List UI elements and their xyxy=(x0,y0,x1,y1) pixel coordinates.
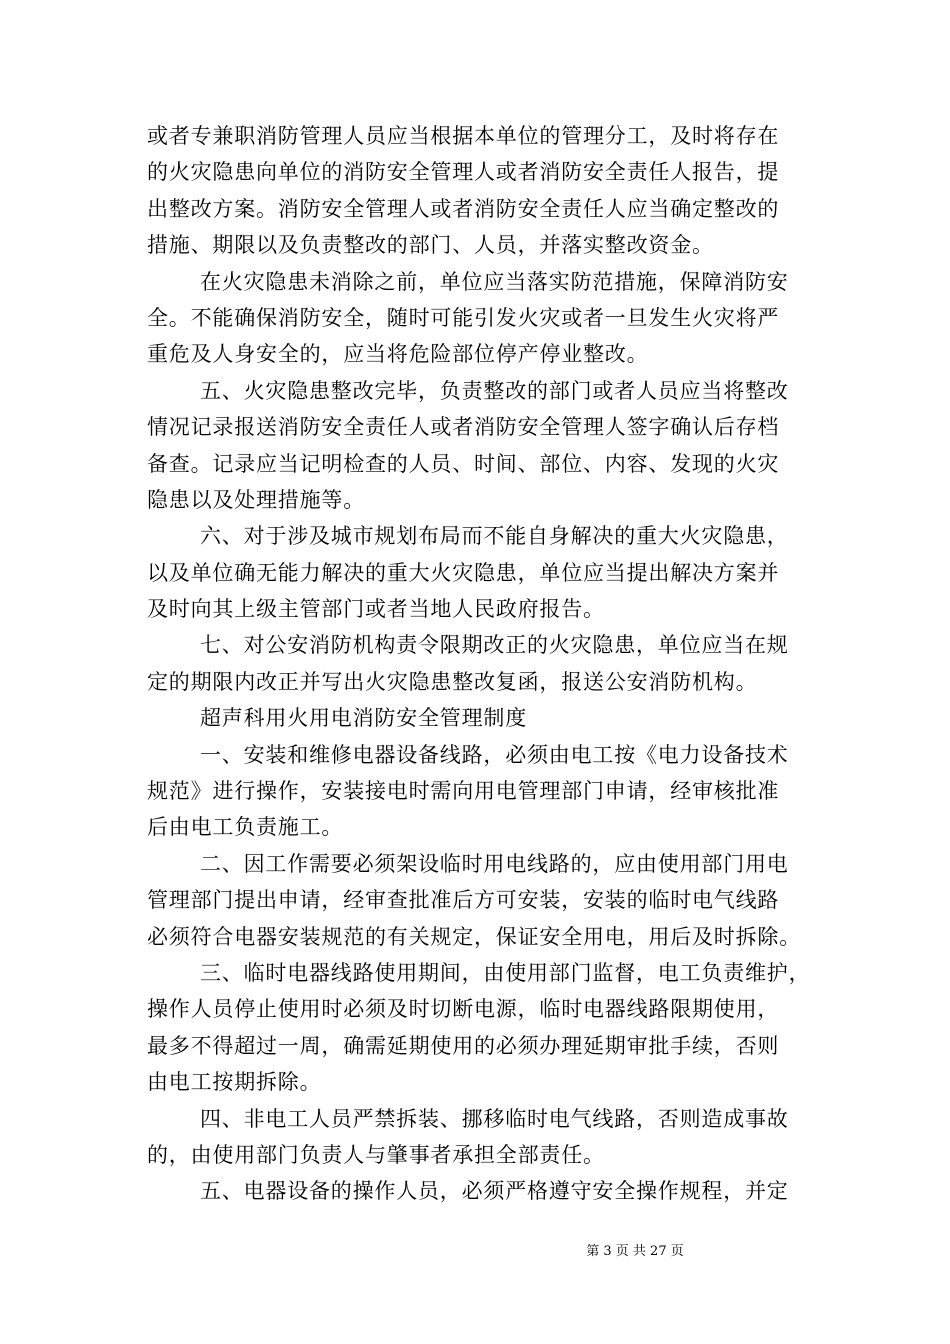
text-line: 管理部门提出申请，经审查批准后方可安装，安装的临时电气线路 xyxy=(147,888,780,913)
text-line: 定的期限内改正并写出火灾隐患整改复函，报送公安消防机构。 xyxy=(147,669,758,694)
text-line: 在火灾隐患未消除之前，单位应当落实防范措施，保障消防安 xyxy=(200,269,789,294)
text-line: 最多不得超过一周，确需延期使用的必须办理延期审批手续，否则 xyxy=(147,1033,780,1058)
text-line: 规范》进行操作，安装接电时需向用电管理部门申请，经审核批准 xyxy=(147,779,780,804)
text-line: 全。不能确保消防安全，随时可能引发火灾或者一旦发生火灾将严 xyxy=(147,305,780,330)
text-line: 二、因工作需要必须架设临时用电线路的，应由使用部门用电 xyxy=(200,851,789,876)
page-number: 第 3 页 共 27 页 xyxy=(586,1244,684,1259)
text-line: 四、非电工人员严禁拆装、挪移临时电气线路，否则造成事故 xyxy=(200,1106,789,1131)
text-line: 以及单位确无能力解决的重大火灾隐患，单位应当提出解决方案并 xyxy=(147,560,780,585)
text-line: 及时向其上级主管部门或者当地人民政府报告。 xyxy=(147,597,605,622)
text-line: 备查。记录应当记明检查的人员、时间、部位、内容、发现的火灾 xyxy=(147,451,780,476)
section-heading: 超声科用火用电消防安全管理制度 xyxy=(200,706,527,731)
text-line: 五、电器设备的操作人员，必须严格遵守安全操作规程，并定 xyxy=(200,1179,789,1204)
text-line: 后由电工负责施工。 xyxy=(147,815,344,840)
text-line: 的火灾隐患向单位的消防安全管理人或者消防安全责任人报告，提 xyxy=(147,160,780,185)
text-line: 七、对公安消防机构责令限期改正的火灾隐患，单位应当在规 xyxy=(200,633,789,658)
text-line: 情况记录报送消防安全责任人或者消防安全管理人签字确认后存档 xyxy=(147,415,780,440)
text-line: 措施、期限以及负责整改的部门、人员，并落实整改资金。 xyxy=(147,233,714,258)
text-line: 隐患以及处理措施等。 xyxy=(147,487,365,512)
text-line: 五、火灾隐患整改完毕，负责整改的部门或者人员应当将整改 xyxy=(200,378,789,403)
text-line: 出整改方案。消防安全管理人或者消防安全责任人应当确定整改的 xyxy=(147,196,780,221)
text-line: 三、临时电器线路使用期间，由使用部门监督，电工负责维护， xyxy=(200,960,811,985)
text-line: 重危及人身安全的，应当将危险部位停产停业整改。 xyxy=(147,342,649,367)
document-body xyxy=(147,118,817,1210)
text-line: 的，由使用部门负责人与肇事者承担全部责任。 xyxy=(147,1142,605,1167)
text-line: 一、安装和维修电器设备线路，必须由电工按《电力设备技术 xyxy=(200,742,789,767)
text-line: 六、对于涉及城市规划布局而不能自身解决的重大火灾隐患， xyxy=(200,524,789,549)
text-line: 操作人员停止使用时必须及时切断电源，临时电器线路限期使用， xyxy=(147,997,780,1022)
text-line: 或者专兼职消防管理人员应当根据本单位的管理分工，及时将存在 xyxy=(147,124,780,148)
text-line: 必须符合电器安装规范的有关规定，保证安全用电，用后及时拆除。 xyxy=(147,924,801,949)
text-line: 由电工按期拆除。 xyxy=(147,1070,322,1095)
